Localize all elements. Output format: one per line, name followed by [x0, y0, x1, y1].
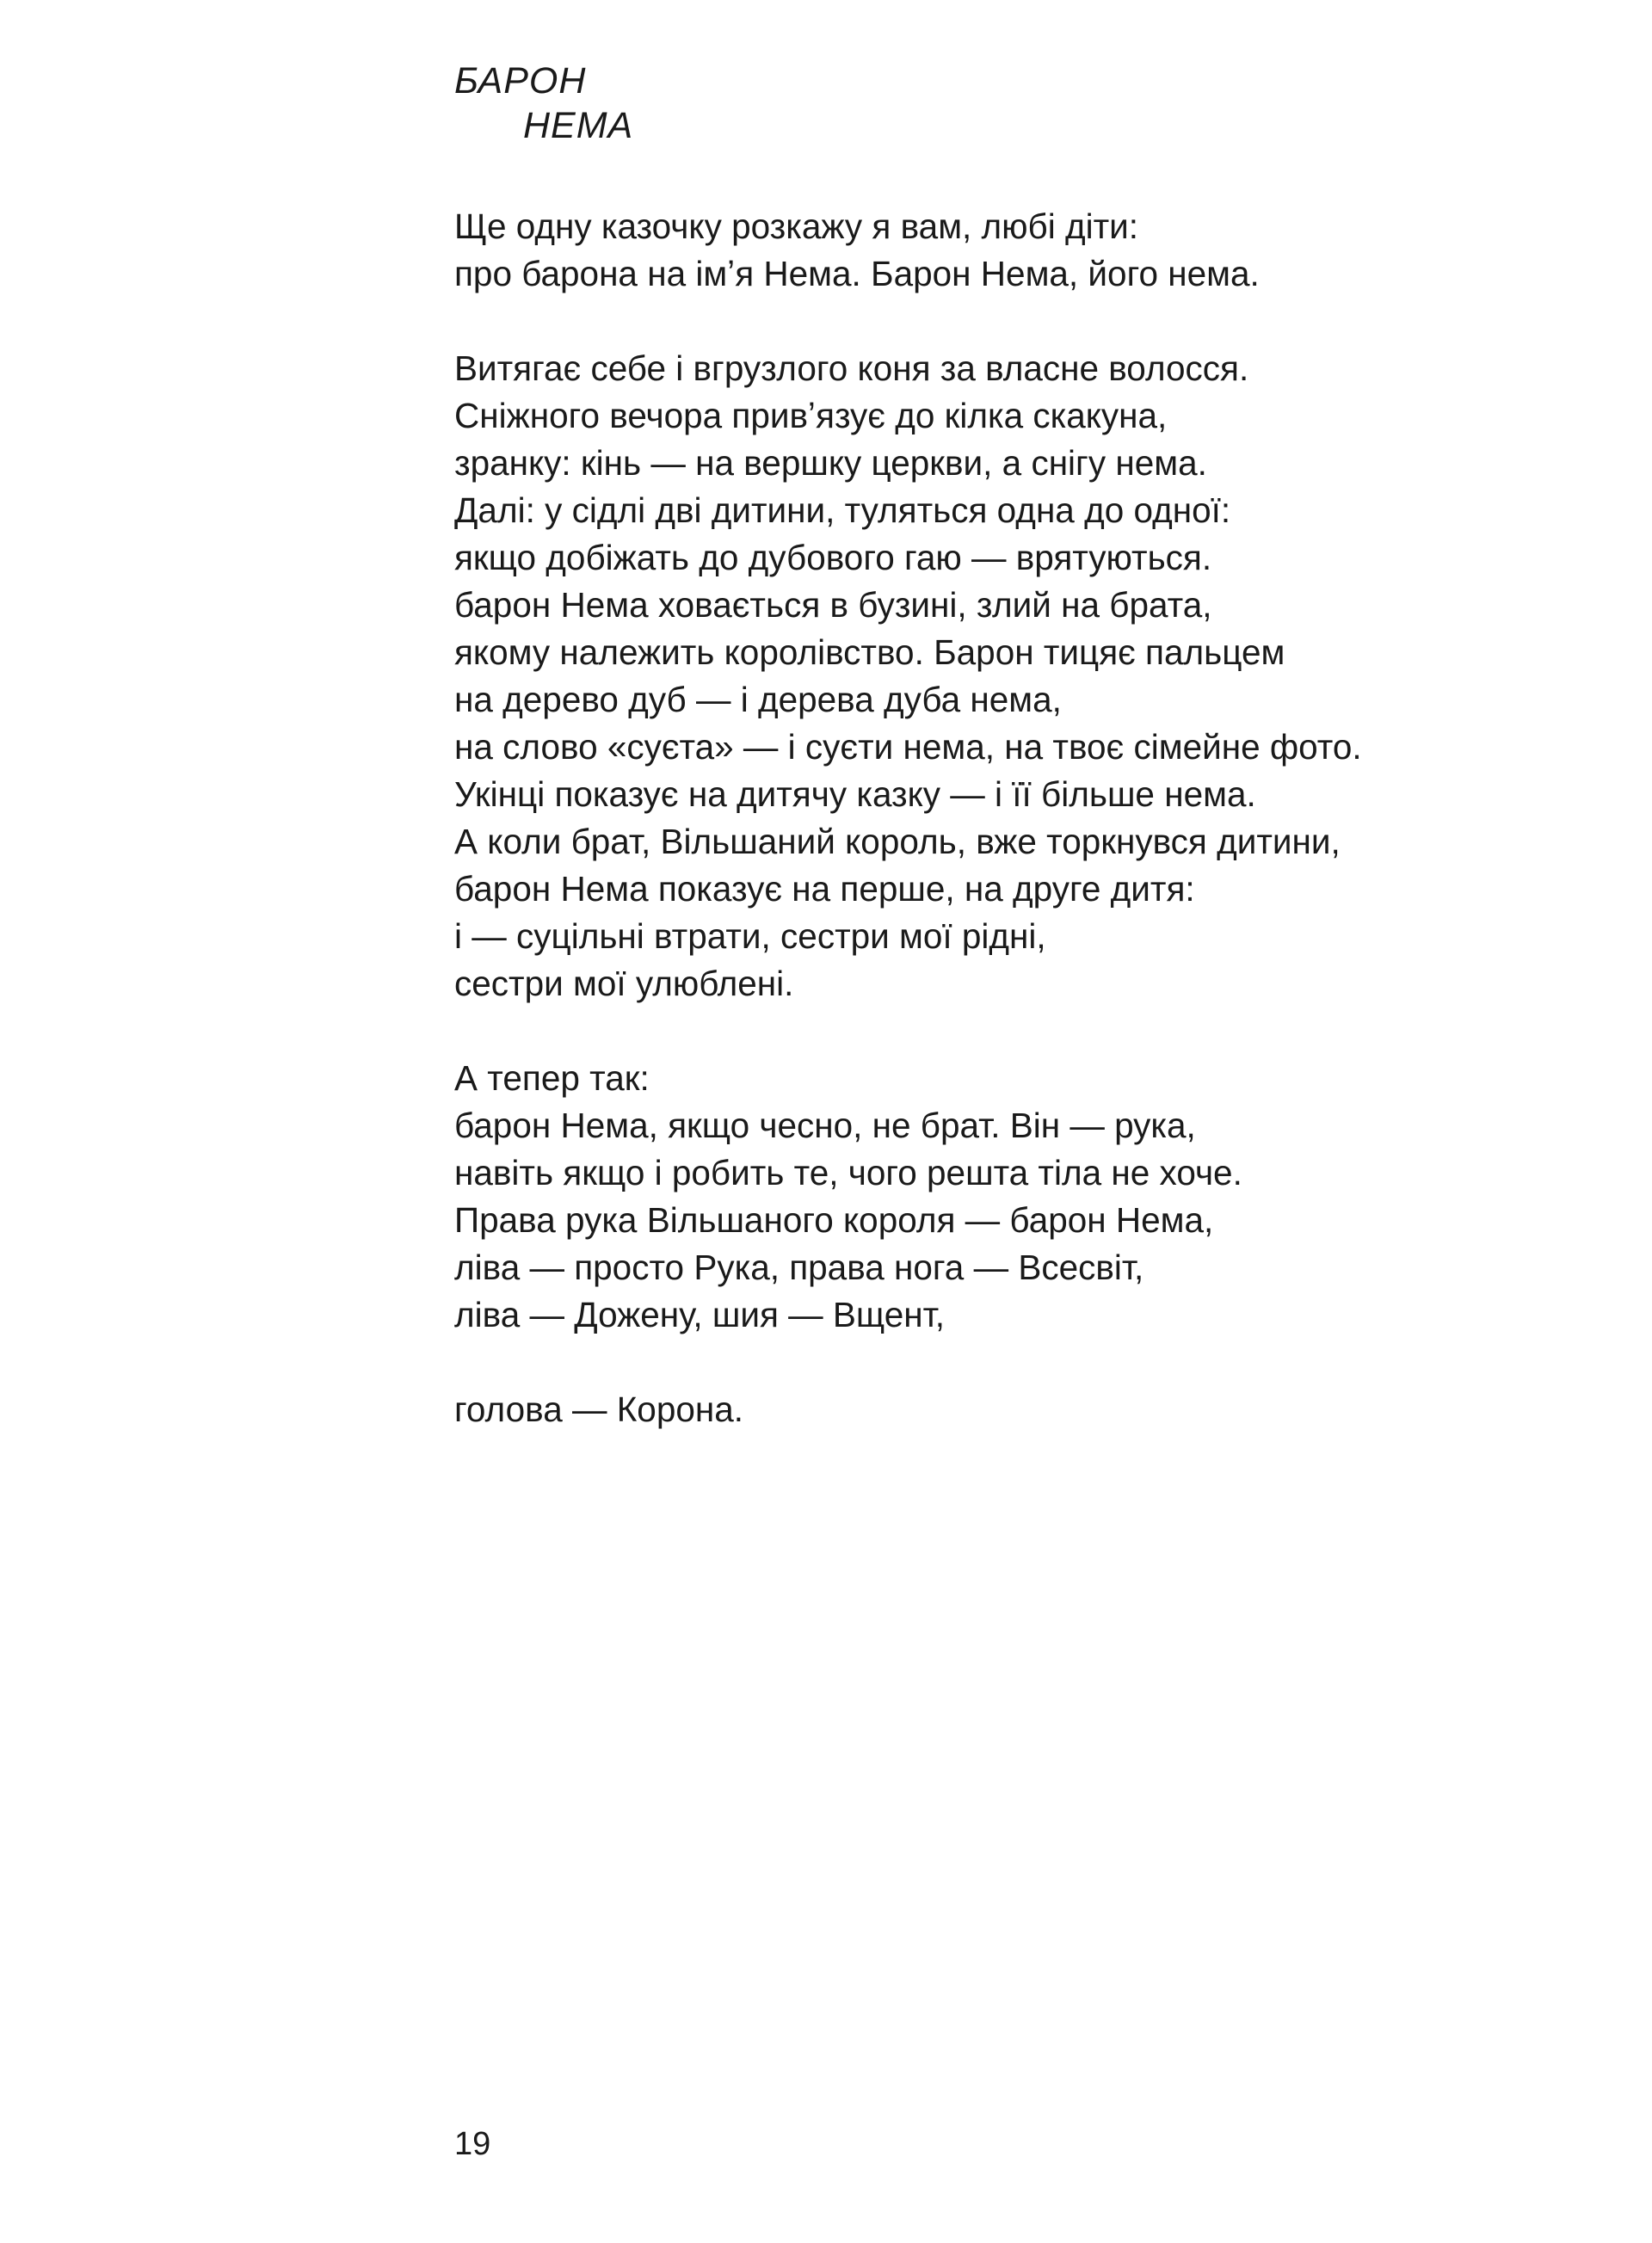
verse-line: Ще одну казочку розкажу я вам, любі діти:: [454, 206, 1139, 246]
poem-body: [454, 203, 1362, 1481]
stanza: [454, 1055, 1362, 1339]
verse-line: барон Нема ховається в бузині, злий на брата,: [454, 585, 1212, 625]
poem-title: [454, 59, 633, 148]
verse-line: Укінці показує на дитячу казку — і її більше нема.: [454, 774, 1256, 814]
verse-line: А коли брат, Вільшаний король, вже торкнувся дитини,: [454, 822, 1341, 861]
verse-line: на слово «суєта» — і суєти нема, на твоє сімейне фото.: [454, 727, 1362, 767]
verse-line: ліва — Дожену, шия — Вщент,: [454, 1295, 945, 1334]
stanza: [454, 1386, 1362, 1433]
verse-line: Далі: у сідлі дві дитини, туляться одна до одної:: [454, 490, 1231, 530]
verse-line: зранку: кінь — на вершку церкви, а снігу нема.: [454, 443, 1207, 483]
verse-line: навіть якщо і робить те, чого решта тіла не хоче.: [454, 1153, 1242, 1192]
verse-line: якщо добіжать до дубового гаю — врятуються.: [454, 538, 1212, 577]
verse-line: барон Нема показує на перше, на друге дитя:: [454, 869, 1195, 909]
verse-line: на дерево дуб — і дерева дуба нема,: [454, 680, 1062, 719]
verse-line: ліва — просто Рука, права нога — Всесвіт,: [454, 1248, 1144, 1287]
verse-line: про барона на імʼя Нема. Барон Нема, його нема.: [454, 254, 1260, 293]
stanza: [454, 345, 1362, 1008]
verse-line: А тепер так:: [454, 1058, 650, 1098]
poem-title-line-2: НЕМА: [523, 105, 634, 146]
page-number: 19: [454, 2126, 491, 2162]
verse-line: Права рука Вільшаного короля — барон Нема,: [454, 1200, 1214, 1240]
verse-line: барон Нема, якщо чесно, не брат. Він — рука,: [454, 1106, 1196, 1145]
verse-line: Витягає себе і вгрузлого коня за власне волосся.: [454, 348, 1249, 388]
verse-line: сестри мої улюблені.: [454, 964, 794, 1003]
verse-line: голова — Корона.: [454, 1390, 744, 1429]
verse-line: Сніжного вечора привʼязує до кілка скакуна,: [454, 396, 1168, 435]
verse-line: якому належить королівство. Барон тицяє пальцем: [454, 632, 1285, 672]
stanza: [454, 203, 1362, 298]
verse-line: і — суцільні втрати, сестри мої рідні,: [454, 916, 1046, 956]
poem-title-line-1: БАРОН: [454, 60, 587, 102]
